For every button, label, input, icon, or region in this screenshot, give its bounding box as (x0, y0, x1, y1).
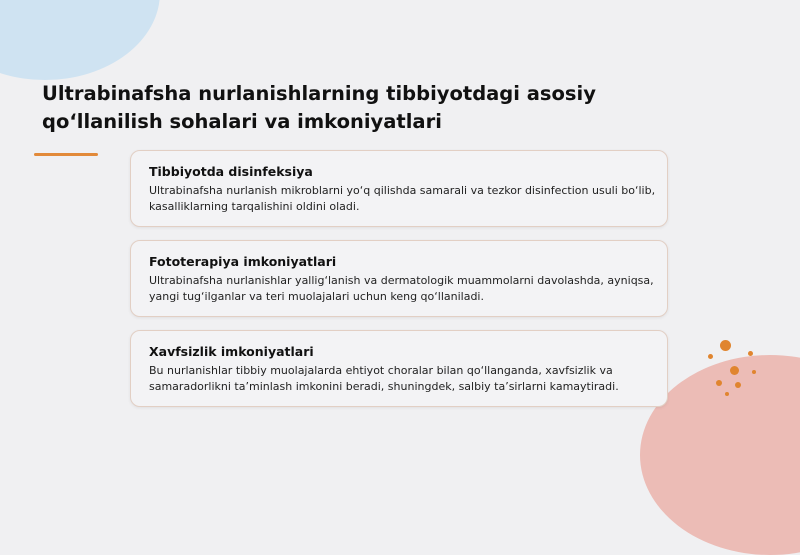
card-disinfection (130, 150, 668, 227)
decorative-dot (735, 382, 741, 388)
decorative-dot (720, 340, 731, 351)
decorative-dot (725, 392, 729, 396)
card-heading: Fototerapiya imkoniyatlari (149, 254, 337, 269)
page-title-line-1: Ultrabinafsha nurlanishlarning tibbiyotdagi asosiy (42, 82, 596, 105)
decorative-dot (748, 351, 753, 356)
decorative-dot (708, 354, 713, 359)
title-accent-line (34, 153, 98, 156)
decorative-dot (730, 366, 739, 375)
page-title-line-2: qo‘llanilish sohalari va imkoniyatlari (42, 110, 442, 133)
card-body: Bu nurlanishlar tibbiy muolajalarda ehtiyot choralar bilan qo‘llanganda, xavfsizlik va samaradorlikni ta’minlash imkonini beradi, shuningdek, salbiy ta’sirlarni kamaytiradi. (149, 364, 619, 393)
decorative-blob-top-left (0, 0, 160, 80)
card-heading: Xavfsizlik imkoniyatlari (149, 344, 314, 359)
page-title (42, 80, 662, 136)
card-phototherapy (130, 240, 668, 317)
card-safety (130, 330, 668, 407)
card-body: Ultrabinafsha nurlanish mikroblarni yo‘q qilishda samarali va tezkor disinfection usuli bo‘lib, kasalliklarning tarqalishini oldini oladi. (149, 184, 656, 213)
card-body: Ultrabinafsha nurlanishlar yallig‘lanish va dermatologik muammolarni davolashda, ayniqsa, yangi tug‘ilganlar va teri muolajalari uchun keng qo‘llaniladi. (149, 274, 654, 303)
decorative-dot (716, 380, 722, 386)
card-heading: Tibbiyotda disinfeksiya (149, 164, 313, 179)
decorative-dot (752, 370, 756, 374)
